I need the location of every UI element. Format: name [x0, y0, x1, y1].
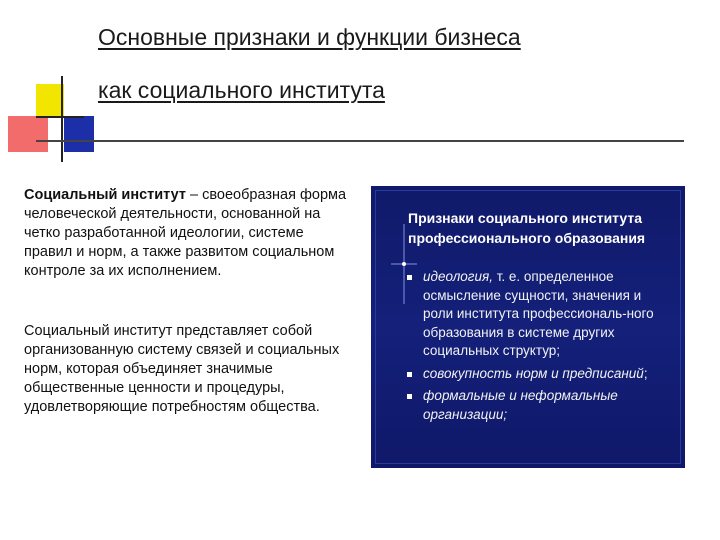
list-item [407, 268, 673, 361]
features-list [407, 268, 673, 428]
definition-paragraph [24, 186, 354, 281]
list-item-emphasis: идеология, [423, 269, 493, 284]
list-item-text: т. е. определенное осмысление сущности, значения и роли института профессиональ-ного образования в системе других социальных структур; [423, 269, 654, 358]
list-item-emphasis: формальные и неформальные организации; [423, 388, 618, 422]
list-item [407, 365, 673, 384]
list-item-emphasis: совокупность норм и предписаний [423, 365, 644, 381]
slide-title-line-2: как социального института [98, 77, 385, 103]
decorative-red-square [8, 116, 48, 152]
title-divider [36, 140, 684, 142]
panel-title: Признаки социального института профессионального образования [408, 210, 646, 246]
definition-text: – своеобразная форма человеческой деятельности, основанной на четко разработанной идеологии, системе правил и норм, а также развитом социальном контроле за их исполнением. [24, 187, 347, 279]
decorative-horizontal-line [36, 116, 84, 118]
bullet-icon [407, 394, 412, 399]
decorative-blue-square [64, 116, 94, 152]
decorative-yellow-square [36, 84, 64, 116]
slide-title-line-1: Основные признаки и функции бизнеса [98, 24, 521, 50]
decorative-vertical-line [61, 76, 63, 162]
description-paragraph: Социальный институт представляет собой организованную систему связей и социальных норм, которая объединяет значимые общественные ценности и процедуры, удовлетворяющие потребностям общества. [24, 323, 340, 415]
list-item [407, 387, 673, 424]
definition-term: Социальный институт [24, 187, 186, 203]
bullet-icon [407, 372, 412, 377]
features-panel [371, 186, 685, 468]
list-item-text: ; [643, 365, 648, 381]
bullet-icon [407, 275, 412, 280]
